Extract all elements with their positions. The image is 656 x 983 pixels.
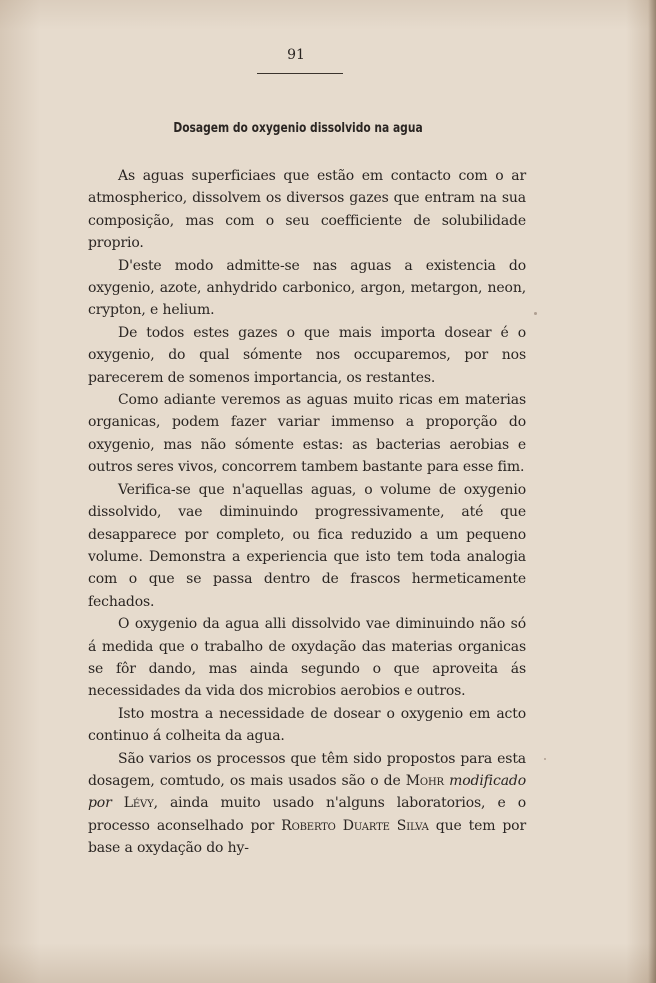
paragraph-8-part-3 — [112, 795, 124, 811]
paragraph-3: De todos estes gazes o que mais importa dosear é o oxygenio, do qual sómente nos occuparemos, por nos parecerem de somenos importancia, os restantes. — [88, 324, 526, 386]
paragraph-6: O oxygenio da agua alli dissolvido vae diminuindo não só á medida que o trabalho de oxydação das materias organicas se fôr dando, mas ainda segundo o que aproveita ás necessidades da vida dos microbios aerobios e outros. — [88, 616, 526, 700]
page-edge-shadow — [648, 0, 656, 983]
paragraph-5: Verifica-se que n'aquellas aguas, o volume de oxygenio dissolvido, vae diminuindo progressivamente, até que desapparece por completo, ou fica reduzido a um pequeno volume. Demonstra a experiencia que isto tem toda analogia com o que se passa dentro de frascos hermeticamente fechados. — [88, 481, 526, 610]
italic-modificado-por: modificado por — [88, 772, 526, 812]
paragraph-8 — [88, 748, 526, 860]
page-number: 91 — [287, 47, 305, 63]
body-text — [88, 165, 526, 860]
paragraph-8-part-1: São varios os processos que têm sido propostos para esta dosagem, comtudo, os mais usados são o de — [88, 750, 526, 789]
paragraph-8-part-4: , ainda muito usado n'alguns laboratorios, e o processo aconselhado por — [88, 795, 526, 834]
section-heading: Dosagem do oxygenio dissolvido na agua — [173, 120, 423, 136]
paragraph-8-part-5: que tem por base a oxydação do hy- — [88, 817, 526, 857]
paragraph-1: As aguas superficiaes que estão em contacto com o ar atmospherico, dissolvem os diversos gazes que entram na sua composição, mas com o seu coefficiente de solubilidade proprio. — [88, 168, 526, 252]
paragraph-7: Isto mostra a necessidade de dosear o oxygenio em acto continuo á colheita da agua. — [88, 705, 526, 745]
page-number-rule — [257, 73, 343, 74]
paper-speck — [544, 758, 546, 760]
paragraph-2: D'este modo admitte-se nas aguas a existencia do oxygenio, azote, anhydrido carbonico, argon, metargon, neon, crypton, e helium. — [88, 257, 526, 319]
paragraph-4: Como adiante veremos as aguas muito ricas em materias organicas, podem fazer variar immenso a proporção do oxygenio, mas não sómente estas: as bacterias aerobias e outros seres vivos, concorrem tambem bastante para esse fim. — [88, 392, 526, 476]
author-name-levy: Lévy — [123, 795, 154, 812]
paper-speck — [534, 312, 537, 315]
author-name-duarte-silva: Roberto Duarte Silva — [281, 817, 429, 834]
author-name-mohr: Mohr — [405, 772, 444, 789]
